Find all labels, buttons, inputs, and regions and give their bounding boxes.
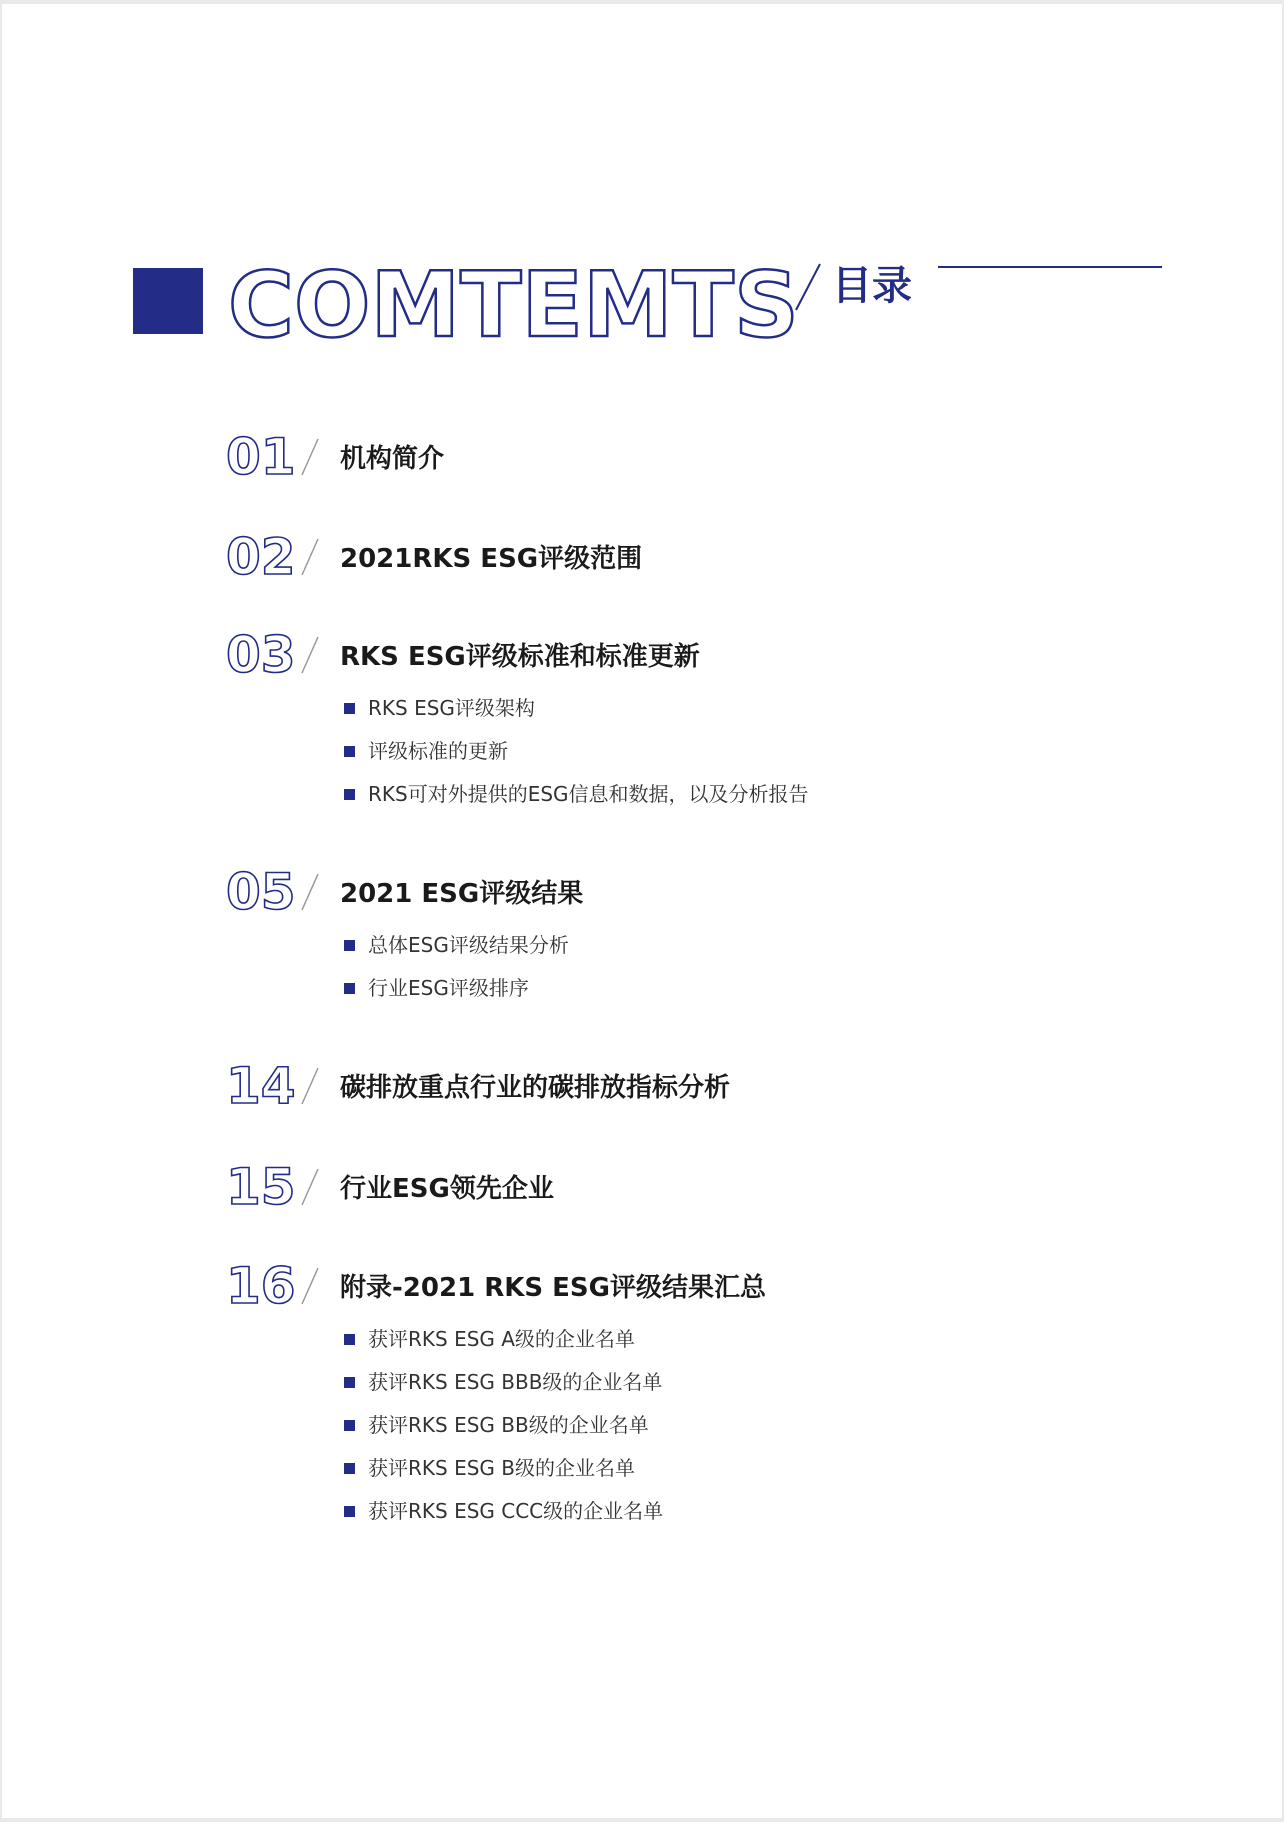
subitem-list <box>344 687 809 816</box>
contents-title-cn: 目录 <box>832 263 912 309</box>
bullet-square-icon <box>344 1377 355 1388</box>
bullet-square-icon <box>344 1334 355 1345</box>
section-title: 行业ESG领先企业 <box>340 1174 554 1204</box>
subitem[interactable] <box>344 1490 663 1533</box>
subitem[interactable] <box>344 924 569 967</box>
slash-divider <box>300 1266 320 1306</box>
section-number: 16 <box>226 1257 296 1315</box>
slash-divider <box>300 437 320 477</box>
section-number: 15 <box>226 1158 296 1216</box>
slash-divider <box>300 635 320 675</box>
document-page <box>2 4 1282 1818</box>
bullet-square-icon <box>344 703 355 714</box>
subitem[interactable] <box>344 1447 663 1490</box>
subitem[interactable] <box>344 773 809 816</box>
subitem-label: 评级标准的更新 <box>368 739 508 763</box>
subitem-label: 获评RKS ESG B级的企业名单 <box>368 1456 635 1480</box>
section-title: 2021 ESG评级结果 <box>340 879 584 909</box>
subitem[interactable] <box>344 1318 663 1361</box>
contents-title-latin: COMTEMTS <box>228 253 799 358</box>
bullet-square-icon <box>344 1463 355 1474</box>
title-slash-divider <box>794 262 822 312</box>
subitem[interactable] <box>344 967 569 1010</box>
slash-divider <box>300 1167 320 1207</box>
subitem[interactable] <box>344 1404 663 1447</box>
slash-divider <box>300 1066 320 1106</box>
subitem-list <box>344 924 569 1010</box>
bullet-square-icon <box>344 1420 355 1431</box>
bullet-square-icon <box>344 789 355 800</box>
section-title: 2021RKS ESG评级范围 <box>340 544 643 574</box>
subitem-label: 行业ESG评级排序 <box>368 976 529 1000</box>
section-number: 03 <box>226 626 296 684</box>
subitem-label: 获评RKS ESG BB级的企业名单 <box>368 1413 649 1437</box>
section-title: 机构简介 <box>340 444 445 474</box>
subitem-list <box>344 1318 663 1533</box>
section-title: 碳排放重点行业的碳排放指标分析 <box>340 1073 731 1103</box>
subitem-label: RKS可对外提供的ESG信息和数据，以及分析报告 <box>368 782 809 806</box>
subitem-label: 获评RKS ESG CCC级的企业名单 <box>368 1499 664 1523</box>
subitem[interactable] <box>344 687 809 730</box>
bullet-square-icon <box>344 1506 355 1517</box>
bullet-square-icon <box>344 940 355 951</box>
section-title: RKS ESG评级标准和标准更新 <box>340 642 700 672</box>
subitem-label: 获评RKS ESG A级的企业名单 <box>368 1327 635 1351</box>
section-number: 01 <box>226 428 296 486</box>
section-number: 05 <box>226 863 296 921</box>
section-number: 14 <box>226 1057 296 1115</box>
section-number: 02 <box>226 528 296 586</box>
header-accent-block <box>133 268 203 334</box>
subitem-label: 获评RKS ESG BBB级的企业名单 <box>368 1370 663 1394</box>
bullet-square-icon <box>344 746 355 757</box>
subitem-label: 总体ESG评级结果分析 <box>368 933 569 957</box>
subitem-label: RKS ESG评级架构 <box>368 696 535 720</box>
header-rule <box>938 266 1162 268</box>
slash-divider <box>300 872 320 912</box>
subitem[interactable] <box>344 1361 663 1404</box>
slash-divider <box>300 537 320 577</box>
bullet-square-icon <box>344 983 355 994</box>
subitem[interactable] <box>344 730 809 773</box>
section-title: 附录-2021 RKS ESG评级结果汇总 <box>340 1273 766 1303</box>
